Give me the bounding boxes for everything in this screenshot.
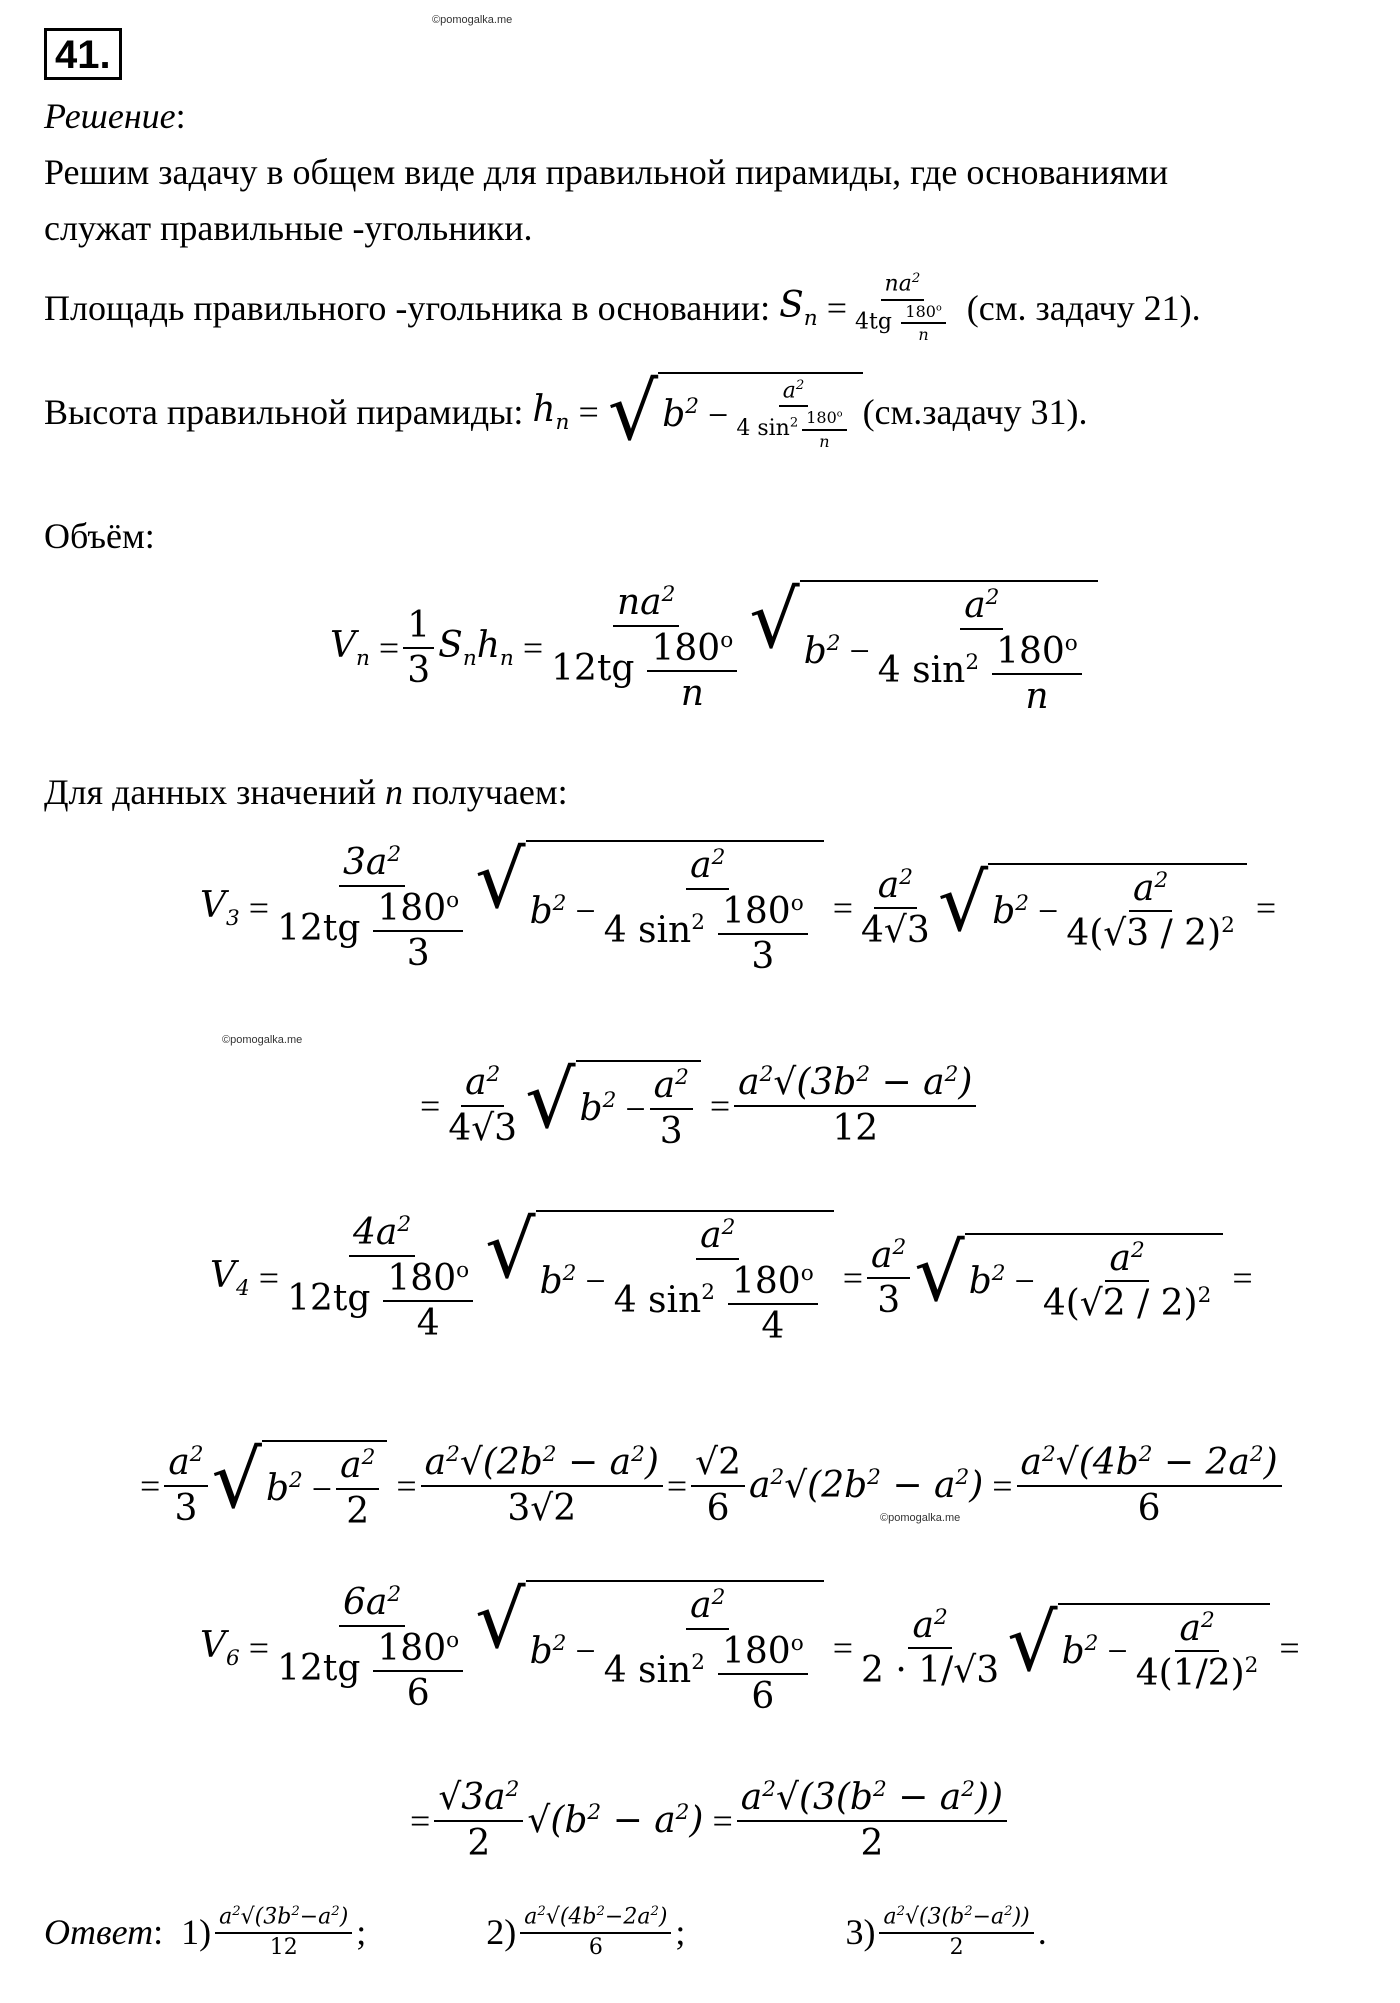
area-label: Площадь правильного -угольника в основании: (44, 287, 771, 328)
height-label: Высота правильной пирамиды: (44, 391, 524, 432)
intro-line-1: Решим задачу в общем виде для правильной пирамиды, где основаниями (44, 152, 1169, 192)
answer-item-2-label: 2) (486, 1912, 517, 1953)
answer-label: Ответ (44, 1912, 154, 1953)
answer-item-3-label: 3) (845, 1912, 876, 1953)
answer-item-1-label: 1) (181, 1912, 212, 1953)
answer-item-3: $\frac{a^2√(3(b^2-a^2))}{2}$ (879, 1905, 1033, 1960)
solution-label: Решение (44, 96, 176, 136)
values-label: Для данных значений (44, 772, 376, 812)
solution-heading: Решение: (44, 96, 186, 136)
answer-item-2: $\frac{a^2√(4b^2-2a^2)}{6}$ (520, 1905, 671, 1960)
general-volume-formula: $V_n$ = $\frac{1}{3}$ $S_nh_n$ = $na^2$ 12tg $\frac{180^o}{n}$ √ $b^2$ − $a^2$ 4 $\sin^2$ $\frac{180^o}{n}$ (330, 580, 1098, 717)
values-label-end: получаем: (412, 772, 568, 812)
v3-formula-line-1: $V_3$ = $3a^2$ 12tg $\frac{180^o}{3}$ √ $b^2$ − $a^2$ 4 $\sin^2$ $\frac{180^o}{3}$ = $\frac{a^2}{4√3}$ √ $b^2$ − $\frac{a^2}{4(√3 / 2)^2}$ = (200, 833, 1277, 978)
values-label-n: n (385, 772, 403, 812)
area-formula-line: Площадь правильного -угольника в основании: $S_n$ = $na^2$ 4tg $\frac{180^o}{n}$ (см. задачу 21). (44, 271, 1201, 345)
problem-number: 41. (44, 28, 122, 80)
watermark: ©pomogalka.me (880, 1512, 961, 1524)
watermark: ©pomogalka.me (432, 14, 513, 26)
area-note: (см. задачу 21). (966, 287, 1201, 328)
v4-formula-line-1: $V_4$ = $4a^2$ 12tg $\frac{180^o}{4}$ √ $b^2$ − $a^2$ 4 $\sin^2$ $\frac{180^o}{4}$ = $\frac{a^2}{3}$ √ $b^2$ − $\frac{a^2}{4(√2 / 2)^2}$ = (210, 1203, 1253, 1348)
answer-line: Ответ : 1) $\frac{a^2√(3b^2-a^2)}{12}$ ; 2) $\frac{a^2√(4b^2-2a^2)}{6}$ ; 3) $\frac{a^2√(3(b^2-a^2))}{2}$ . (44, 1904, 1047, 1960)
v3-formula-line-2: = $\frac{a^2}{4√3}$ √ $b^2$ − $\frac{a^2}{3}$ = $\frac{a^2√(3b^2 - a^2)}{12}$ (420, 1060, 980, 1151)
area-symbol: $S_n$ (779, 284, 818, 331)
answer-item-1: $\frac{a^2√(3b^2-a^2)}{12}$ (215, 1905, 352, 1960)
volume-label: Объём: (44, 516, 155, 556)
area-fraction: $na^2$ 4tg $\frac{180^o}{n}$ (851, 272, 954, 344)
height-sqrt: √ $b^2$ − $a^2$ 4 $\sin^2$ $\frac{180^o}{n}$ (608, 372, 863, 451)
height-formula-line: Высота правильной пирамиды: $h_n$ = √ $b^2$ − $a^2$ 4 $\sin^2$ $\frac{180^o}{n}$ (см.задачу 31). (44, 365, 1088, 458)
v4-formula-line-2: = $\frac{a^2}{3}$ √ $b^2$ − $\frac{a^2}{2}$ = $\frac{a^2√(2b^2 - a^2)}{3√2}$ = $\frac{√2}{6}$ $a^2√(2b^2 - a^2)$ = $\frac{a^2√(4b^2 - 2a^2)}{6}$ (140, 1440, 1286, 1531)
watermark: ©pomogalka.me (222, 1034, 303, 1046)
height-note: (см.задачу 31). (862, 391, 1088, 432)
v6-formula-line-2: = $\frac{√3a^2}{2}$ $√(b^2 - a^2)$ = $\frac{a^2√(3(b^2 - a^2))}{2}$ (410, 1778, 1011, 1863)
intro-line-2: служат правильные -угольники. (44, 208, 533, 248)
v6-formula-line-1: $V_6$ = $6a^2$ 12tg $\frac{180^o}{6}$ √ $b^2$ − $a^2$ 4 $\sin^2$ $\frac{180^o}{6}$ = $\frac{a^2}{2 \cdot 1/√3}$ √ $b^2$ − $\frac{a^2}{4(1/2)^2}$ = (200, 1573, 1300, 1718)
values-heading (44, 770, 568, 814)
